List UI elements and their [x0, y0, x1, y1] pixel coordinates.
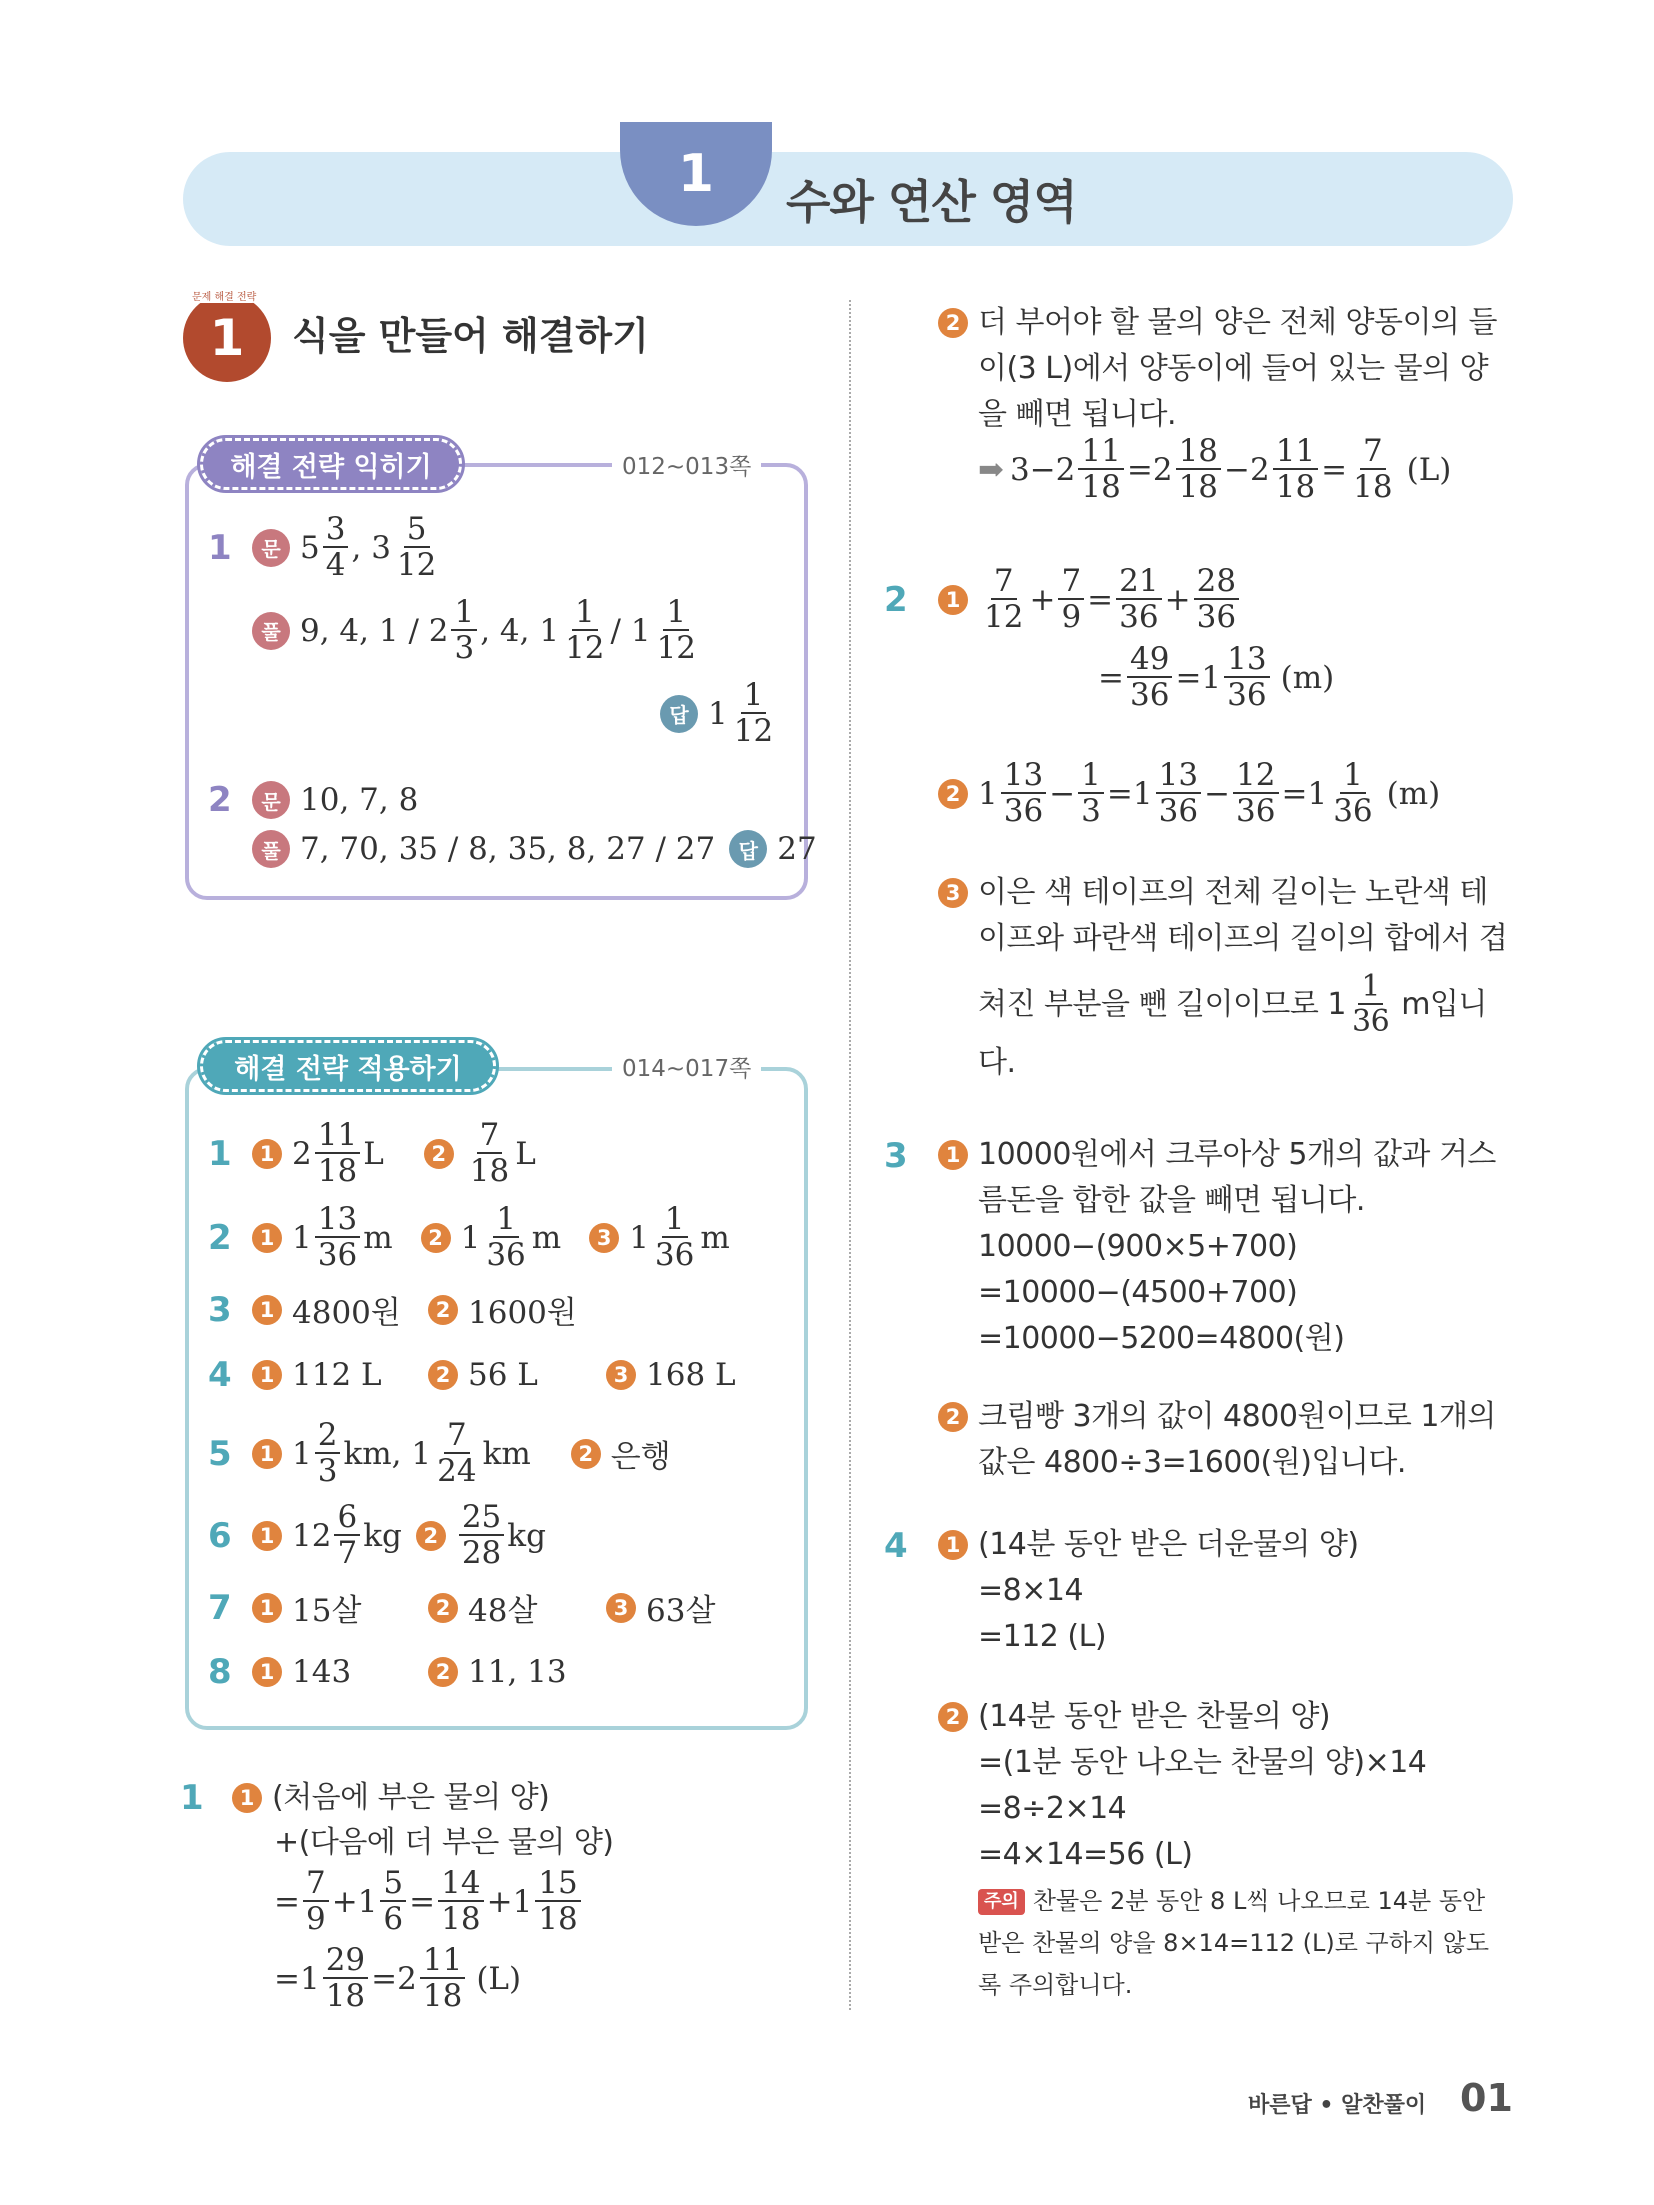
- text-block: [978, 300, 1497, 438]
- text: m: [700, 1219, 730, 1256]
- text: 11: [1078, 436, 1123, 470]
- text: 값은 4800÷3=1600(원)입니다.: [978, 1445, 1406, 1480]
- text: 49: [1127, 644, 1172, 678]
- text: 12: [1233, 760, 1278, 794]
- step-number-circle: 1: [252, 1439, 282, 1469]
- text: 1: [1078, 760, 1104, 794]
- box2-label-text: 해결 전략 적용하기: [234, 1053, 462, 1085]
- text: 11: [315, 1120, 360, 1154]
- text: 28: [461, 1535, 502, 1571]
- step-number-circle: 1: [252, 1360, 282, 1390]
- step-number-circle: 1: [232, 1783, 262, 1813]
- text: 1: [572, 597, 598, 631]
- text: (L): [476, 1960, 522, 1997]
- text: =2: [371, 1960, 417, 1997]
- text: 36: [1119, 599, 1159, 635]
- text: 18: [538, 1901, 578, 1937]
- step-number-circle: 1: [252, 1139, 282, 1169]
- text: 더 부어야 할 물의 양은 전체 양동이의 들: [978, 305, 1497, 340]
- text: 36: [1129, 677, 1170, 713]
- text: 63살: [646, 1593, 716, 1629]
- box2-row-8: [208, 1652, 567, 1692]
- text: =: [1321, 451, 1348, 488]
- box2-row-7: [208, 1585, 715, 1630]
- text: 받은 찬물의 양을 8×14=112 (L)로 구하지 않도: [978, 1929, 1490, 1957]
- text: =: [274, 1883, 300, 1920]
- text: 7: [1058, 566, 1084, 600]
- value: 5: [300, 529, 320, 566]
- sol4-part1: [884, 1522, 1359, 1660]
- fraction: [1058, 563, 1084, 635]
- text: =: [1087, 581, 1114, 618]
- text: 3: [317, 1453, 338, 1489]
- text: 5: [208, 1433, 232, 1474]
- text: 36: [1003, 793, 1044, 829]
- text: 9: [305, 1901, 326, 1937]
- value: 1: [708, 695, 728, 732]
- text: (14분 동안 받은 더운물의 양): [978, 1527, 1359, 1562]
- text: L: [515, 1135, 536, 1172]
- text-block: [978, 1880, 1489, 1922]
- text: 18: [422, 1978, 463, 2014]
- text: 이프와 파란색 테이프의 길이의 합에서 겹: [978, 921, 1508, 956]
- section-title: 식을 만들어 해결하기: [292, 314, 649, 358]
- text: 3: [208, 1289, 232, 1330]
- text: 7: [444, 1420, 470, 1454]
- fraction: [535, 1865, 580, 1937]
- fraction: [315, 1117, 360, 1189]
- sol3-part1: [884, 1132, 1496, 1362]
- text: 36: [317, 1237, 358, 1273]
- text-block: [978, 1132, 1496, 1362]
- fraction: [1350, 433, 1395, 505]
- box2-row-1: [208, 1117, 536, 1189]
- fraction: [1127, 641, 1172, 713]
- text: 36: [486, 1237, 526, 1273]
- text: 2: [315, 1420, 341, 1454]
- fraction: [1116, 563, 1161, 635]
- text: 18: [1353, 469, 1393, 505]
- text: 36: [1158, 793, 1199, 829]
- text: 2: [292, 1135, 312, 1172]
- text: 1: [629, 1219, 649, 1256]
- text: 12: [396, 547, 437, 583]
- fraction: [451, 594, 477, 666]
- text: 36: [1352, 1004, 1390, 1039]
- problem-number: 1: [208, 527, 232, 568]
- text: 1: [208, 1133, 232, 1174]
- text: 36: [1227, 677, 1267, 713]
- text: 름돈을 합한 값을 빼면 됩니다.: [978, 1183, 1365, 1218]
- text: 1: [411, 1435, 432, 1472]
- fraction: [323, 1942, 368, 2014]
- text: 3: [1081, 793, 1101, 829]
- text: 7: [991, 566, 1017, 600]
- text: 1: [451, 597, 477, 631]
- text: L: [363, 1135, 384, 1172]
- value: 7, 70, 35 / 8, 35, 8, 27 / 27: [300, 831, 716, 867]
- box1-problem-1-mun: [208, 511, 442, 583]
- text: 이(3 L)에서 양동이에 들어 있는 물의 양: [978, 351, 1489, 386]
- step-number-circle: 2: [428, 1593, 458, 1623]
- sol1-part2: [938, 300, 1497, 438]
- text: 8: [208, 1652, 232, 1692]
- fraction: [1194, 563, 1239, 635]
- text: 3−2: [1009, 451, 1076, 488]
- step-number-circle: 2: [428, 1360, 458, 1390]
- step-number-circle: 2: [938, 308, 968, 338]
- text: 29: [323, 1945, 368, 1979]
- text: 15: [535, 1868, 580, 1902]
- text: 1: [1340, 760, 1366, 794]
- text: 36: [1236, 793, 1276, 829]
- text: 6: [383, 1901, 404, 1937]
- text: 3: [454, 630, 475, 666]
- text: 12: [984, 599, 1024, 635]
- text: 5: [380, 1868, 406, 1902]
- chapter-number: 1: [677, 144, 715, 204]
- sol2-part3-line3: [978, 969, 1487, 1039]
- fraction: [1001, 757, 1046, 829]
- sol1-eq-1: [274, 1865, 584, 1937]
- text: 6: [208, 1515, 232, 1556]
- sol2-eq-2: [1098, 641, 1335, 713]
- text: 18: [325, 1978, 366, 2014]
- sol3-part2: [938, 1394, 1496, 1486]
- text: 36: [654, 1237, 695, 1273]
- step-number-circle: 1: [938, 585, 968, 615]
- fraction: [1224, 641, 1269, 713]
- footer-book-title: 바른답 • 알찬풀이: [1248, 2093, 1427, 2118]
- text: 찬물은 2분 동안 8 L씩 나오므로 14분 동안: [1032, 1887, 1486, 1915]
- text-block: [978, 1694, 1426, 1878]
- text: 7: [208, 1587, 232, 1628]
- step-number-circle: 3: [606, 1360, 636, 1390]
- step-number-circle: 3: [938, 878, 968, 908]
- separator: ,: [351, 529, 362, 566]
- fraction: [467, 1117, 512, 1189]
- sol4-part2: [938, 1694, 1426, 1878]
- step-number-circle: 2: [416, 1521, 446, 1551]
- text: ➡: [978, 451, 1004, 488]
- text: =: [409, 1883, 436, 1920]
- text: =: [1098, 659, 1124, 696]
- text: m: [531, 1219, 562, 1256]
- text: −2: [1224, 451, 1270, 488]
- text: 4: [208, 1355, 232, 1395]
- text: −: [1049, 775, 1076, 812]
- text: 13: [1001, 760, 1046, 794]
- dap-label: 답: [660, 695, 698, 733]
- text: 18: [441, 1901, 481, 1937]
- step-number-circle: 1: [252, 1295, 282, 1325]
- text: 4800원: [292, 1295, 401, 1331]
- text: 7: [1360, 436, 1386, 470]
- text: 3: [884, 1136, 908, 1176]
- text: 21: [1116, 566, 1161, 600]
- step-number-circle: 2: [428, 1657, 458, 1687]
- text: 14: [438, 1868, 483, 1902]
- text: 3: [323, 514, 349, 548]
- text: 143: [292, 1654, 352, 1690]
- text: +: [1164, 581, 1191, 618]
- step-number-circle: 3: [589, 1223, 619, 1253]
- pul-label: 풀: [252, 612, 290, 650]
- fraction: [1273, 433, 1318, 505]
- step-number-circle: 1: [252, 1657, 282, 1687]
- box2-row-5: [208, 1417, 671, 1489]
- text: 4: [325, 547, 346, 583]
- fraction: [315, 1201, 360, 1273]
- text: =8÷2×14: [978, 1791, 1127, 1826]
- text: (L): [1406, 451, 1452, 488]
- text: 11: [1273, 436, 1318, 470]
- step-number-circle: 1: [252, 1521, 282, 1551]
- text: +1: [486, 1883, 533, 1920]
- pul-label: 풀: [252, 830, 290, 868]
- text: 1: [292, 1435, 312, 1472]
- text: 1: [493, 1204, 519, 1238]
- text: 168 L: [646, 1357, 736, 1393]
- fraction: [562, 594, 607, 666]
- fraction: [1156, 757, 1201, 829]
- sol2-part3-line4: 다.: [978, 1045, 1016, 1080]
- fraction: [315, 1417, 341, 1489]
- box1-pages: 012~013쪽: [612, 448, 761, 481]
- step-number-circle: 1: [938, 1140, 968, 1170]
- text: 24: [437, 1453, 477, 1489]
- text: 18: [1178, 469, 1219, 505]
- text: 36: [1333, 793, 1373, 829]
- text: 록 주의합니다.: [978, 1971, 1133, 1999]
- box2-row-4: [208, 1355, 736, 1395]
- text: 10000원에서 크루아상 5개의 값과 거스: [978, 1137, 1496, 1172]
- box2-row-2: [208, 1201, 730, 1273]
- text: =1: [1281, 775, 1328, 812]
- text: m: [363, 1219, 393, 1256]
- text: kg: [363, 1517, 402, 1554]
- sol2-part2: [938, 757, 1441, 829]
- text: 18: [317, 1153, 358, 1189]
- text: 4: [884, 1526, 908, 1566]
- note-tag: 주의: [978, 1889, 1025, 1915]
- fraction: [981, 563, 1026, 635]
- text: 1: [741, 680, 767, 714]
- text: =10000−(4500+700): [978, 1275, 1298, 1310]
- text: 10000−(900×5+700): [978, 1229, 1298, 1264]
- text: 12: [292, 1517, 332, 1554]
- text: 6: [334, 1502, 360, 1536]
- fraction: [1078, 757, 1104, 829]
- step-number-circle: 2: [424, 1139, 454, 1169]
- box2-row-6: [208, 1499, 546, 1571]
- text: 12: [565, 630, 605, 666]
- step-number-circle: 1: [252, 1593, 282, 1623]
- step-number-circle: 2: [428, 1295, 458, 1325]
- text: +: [1029, 581, 1056, 618]
- sol1-eq-2: [274, 1942, 522, 2014]
- section-badge: [183, 294, 271, 382]
- fraction: [1330, 757, 1375, 829]
- fraction: [652, 1201, 697, 1273]
- step-number-circle: 2: [938, 1402, 968, 1432]
- fraction: [380, 1865, 406, 1937]
- text: 36: [1196, 599, 1237, 635]
- text: 11, 13: [468, 1654, 567, 1690]
- text-block: [978, 1394, 1496, 1486]
- text: km,: [343, 1435, 402, 1472]
- text: 18: [1275, 469, 1316, 505]
- text: 7: [303, 1868, 329, 1902]
- text: 48살: [468, 1593, 538, 1629]
- sol4-note: [978, 1880, 1489, 2006]
- text: 7: [477, 1120, 503, 1154]
- step-number-circle: 2: [938, 1702, 968, 1732]
- step-number-circle: 3: [606, 1593, 636, 1623]
- text: 1: [460, 1219, 481, 1256]
- box2-pages: 014~017쪽: [612, 1050, 761, 1083]
- text: 1600원: [468, 1295, 577, 1331]
- text: 13: [1224, 644, 1269, 678]
- text: 5: [404, 514, 430, 548]
- sol1-header: [180, 1775, 549, 1821]
- box2-label: [200, 1040, 496, 1092]
- step-number-circle: 2: [571, 1439, 601, 1469]
- text: 28: [1194, 566, 1239, 600]
- fraction: [1176, 433, 1221, 505]
- mun-label: 문: [252, 529, 290, 567]
- step-number-circle: 1: [938, 1530, 968, 1560]
- text: 2: [884, 579, 908, 620]
- text-block: [978, 1522, 1359, 1660]
- text: 18: [469, 1153, 510, 1189]
- step-number-circle: 1: [252, 1223, 282, 1253]
- sol1-line-2: +(다음에 더 부은 물의 양): [274, 1825, 614, 1860]
- text: m입니: [1401, 986, 1487, 1022]
- box1-label-text: 해결 전략 익히기: [230, 451, 432, 483]
- dap-label: 답: [729, 830, 767, 868]
- sol2-eq-1: [884, 563, 1242, 635]
- text: 1: [978, 775, 998, 812]
- fraction: [434, 1417, 479, 1489]
- text: −: [1204, 775, 1231, 812]
- section-number: 1: [209, 309, 245, 367]
- box1-problem-1-pul: [252, 594, 702, 666]
- value: 27: [777, 831, 817, 867]
- mun-label: 문: [252, 781, 290, 819]
- value: 3: [371, 529, 391, 566]
- text: 11: [420, 1945, 465, 1979]
- text: kg: [507, 1517, 546, 1554]
- text: =2: [1126, 451, 1173, 488]
- text-block: [978, 870, 1507, 962]
- text: 7: [337, 1535, 358, 1571]
- value: 10, 7, 8: [300, 782, 419, 818]
- column-divider: [849, 300, 851, 2010]
- fraction: [483, 1201, 528, 1273]
- text: 1: [662, 1204, 688, 1238]
- text: 18: [1081, 469, 1121, 505]
- value: / 1: [610, 612, 651, 649]
- box1-problem-2-mun: [208, 780, 418, 820]
- sol1-part2-eq: [978, 433, 1452, 505]
- box1-problem-2-pul: [252, 830, 817, 868]
- text: 18: [1176, 436, 1221, 470]
- text: 을 빼면 됩니다.: [978, 397, 1176, 432]
- text: (m): [1280, 659, 1335, 696]
- text: 25: [459, 1502, 504, 1536]
- section-badge-label: 문제 해결 전략: [190, 288, 258, 303]
- text: 은행: [610, 1439, 671, 1475]
- text: (m): [1386, 775, 1441, 812]
- text: (14분 동안 받은 찬물의 양): [978, 1699, 1331, 1734]
- text: (처음에 부은 물의 양): [272, 1780, 550, 1815]
- fraction: [654, 594, 699, 666]
- step-number-circle: 2: [421, 1223, 451, 1253]
- text: +1: [331, 1883, 378, 1920]
- fraction: [1349, 969, 1392, 1039]
- fraction: [303, 1865, 329, 1937]
- text: 1: [292, 1219, 312, 1256]
- fraction: [1078, 433, 1123, 505]
- fraction: [731, 677, 776, 749]
- text: 12: [733, 713, 774, 749]
- box2-row-3: [208, 1287, 577, 1332]
- text: 1: [1358, 972, 1383, 1005]
- text: 9: [1061, 599, 1082, 635]
- fraction: [1233, 757, 1278, 829]
- step-number-circle: 2: [938, 779, 968, 809]
- fraction: [323, 511, 349, 583]
- text: =112 (L): [978, 1619, 1107, 1654]
- text: =4×14=56 (L): [978, 1837, 1193, 1872]
- text: 1: [663, 597, 689, 631]
- text: 56 L: [468, 1357, 538, 1393]
- value: , 4, 1: [480, 612, 560, 649]
- text: 13: [315, 1204, 360, 1238]
- text: =10000−5200=4800(원): [978, 1321, 1345, 1356]
- fraction: [420, 1942, 465, 2014]
- fraction: [459, 1499, 504, 1571]
- text: 1: [180, 1778, 204, 1818]
- box1-label: [200, 438, 462, 490]
- text: =(1분 동안 나오는 찬물의 양)×14: [978, 1745, 1427, 1780]
- text: 크림빵 3개의 값이 4800원이므로 1개의: [978, 1399, 1496, 1434]
- fraction: [394, 511, 439, 583]
- text: =1: [274, 1960, 320, 1997]
- text: 112 L: [292, 1357, 382, 1393]
- text: 12: [656, 630, 697, 666]
- sol2-part3: [938, 870, 1507, 962]
- text: 쳐진 부분을 뺀 길이이므로 1: [978, 986, 1347, 1022]
- box1-problem-1-dap: [660, 677, 779, 749]
- problem-number: 2: [208, 780, 232, 820]
- text: 15살: [292, 1593, 362, 1629]
- page-number: 01: [1460, 2076, 1513, 2120]
- value: 9, 4, 1 / 2: [300, 612, 449, 649]
- text: 2: [208, 1217, 232, 1258]
- text: 13: [1156, 760, 1201, 794]
- fraction: [334, 1499, 360, 1571]
- text: =1: [1175, 659, 1222, 696]
- text: =8×14: [978, 1573, 1084, 1608]
- text: 이은 색 테이프의 전체 길이는 노란색 테: [978, 875, 1488, 910]
- text: km: [482, 1435, 531, 1472]
- text: =1: [1106, 775, 1153, 812]
- chapter-title: 수와 연산 영역: [786, 175, 1077, 229]
- fraction: [438, 1865, 483, 1937]
